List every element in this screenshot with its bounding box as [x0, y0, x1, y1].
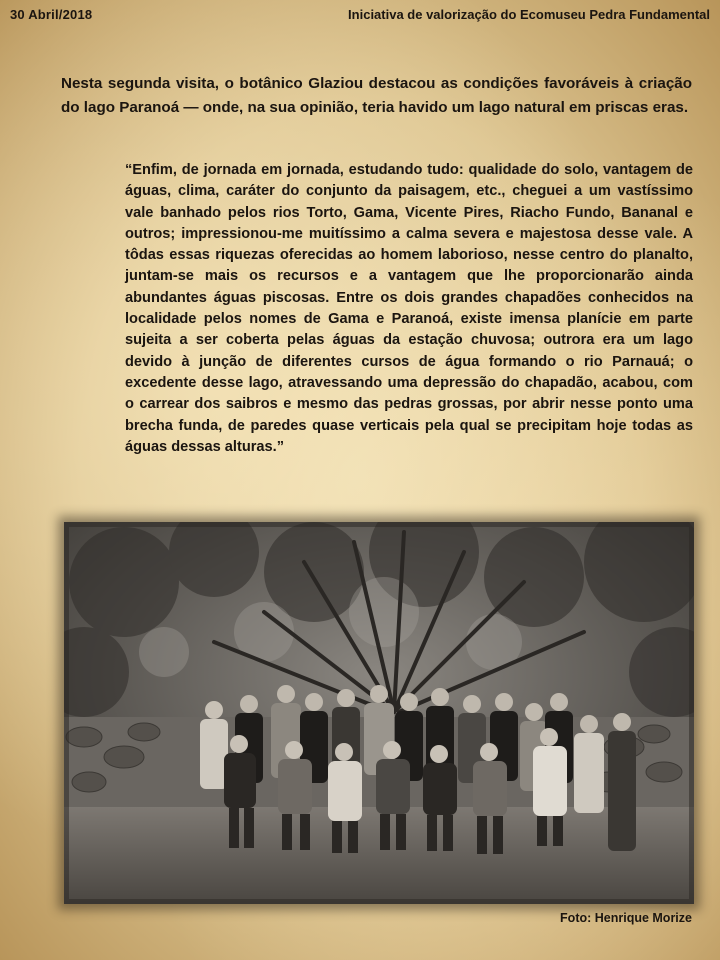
photo-caption: Foto: Henrique Morize — [560, 911, 692, 925]
historic-group-photo — [64, 522, 694, 904]
intro-paragraph: Nesta segunda visita, o botânico Glaziou destacou as condições favoráveis à criação do lago Paranoá — onde, na sua opinião, teria havido um lago natural em priscas eras. — [61, 75, 692, 116]
glaziou-quote: “Enfim, de jornada em jornada, estudando tudo: qualidade do solo, vantagem de águas, clima, caráter do conjunto da paisagem, etc., cheguei a um vastíssimo vale banhado pelos rios Torto, Gama, Vicente Pires, Riacho Fundo, Bananal e outros; impressionou-me muitíssimo a calma severa e majestosa desse vale. A tôdas essas riquezas oferecidas ao homem laborioso, nesse centro do planalto, juntam-se mais os recursos e a vantagem que lhe proporcionarão ainda abundantes águas piscosas. Entre os dois grandes chapadões conhecidos na localidade pelos nomes de Gama e Paranoá, existe imensa planície em parte sujeita a ser coberta pelas águas da estação chuvosa; outrora era um lago devido à junção de diferentes cursos de água formando o rio Parnauá; o excedente desse lago, atravessando uma depressão do chapadão, acabou, com o carrear dos saibros e mesmo das pedras grossas, por abrir nesse ponto uma brecha funda, de paredes quase verticais pela qual se precipitam hoje todas as águas dessas alturas.” — [125, 162, 693, 455]
header-title: Iniciativa de valorização do Ecomuseu Pedra Fundamental — [348, 6, 710, 22]
page-header — [0, 0, 720, 28]
header-date: 30 Abril/2018 — [10, 6, 93, 22]
photo-illustration — [64, 522, 694, 904]
